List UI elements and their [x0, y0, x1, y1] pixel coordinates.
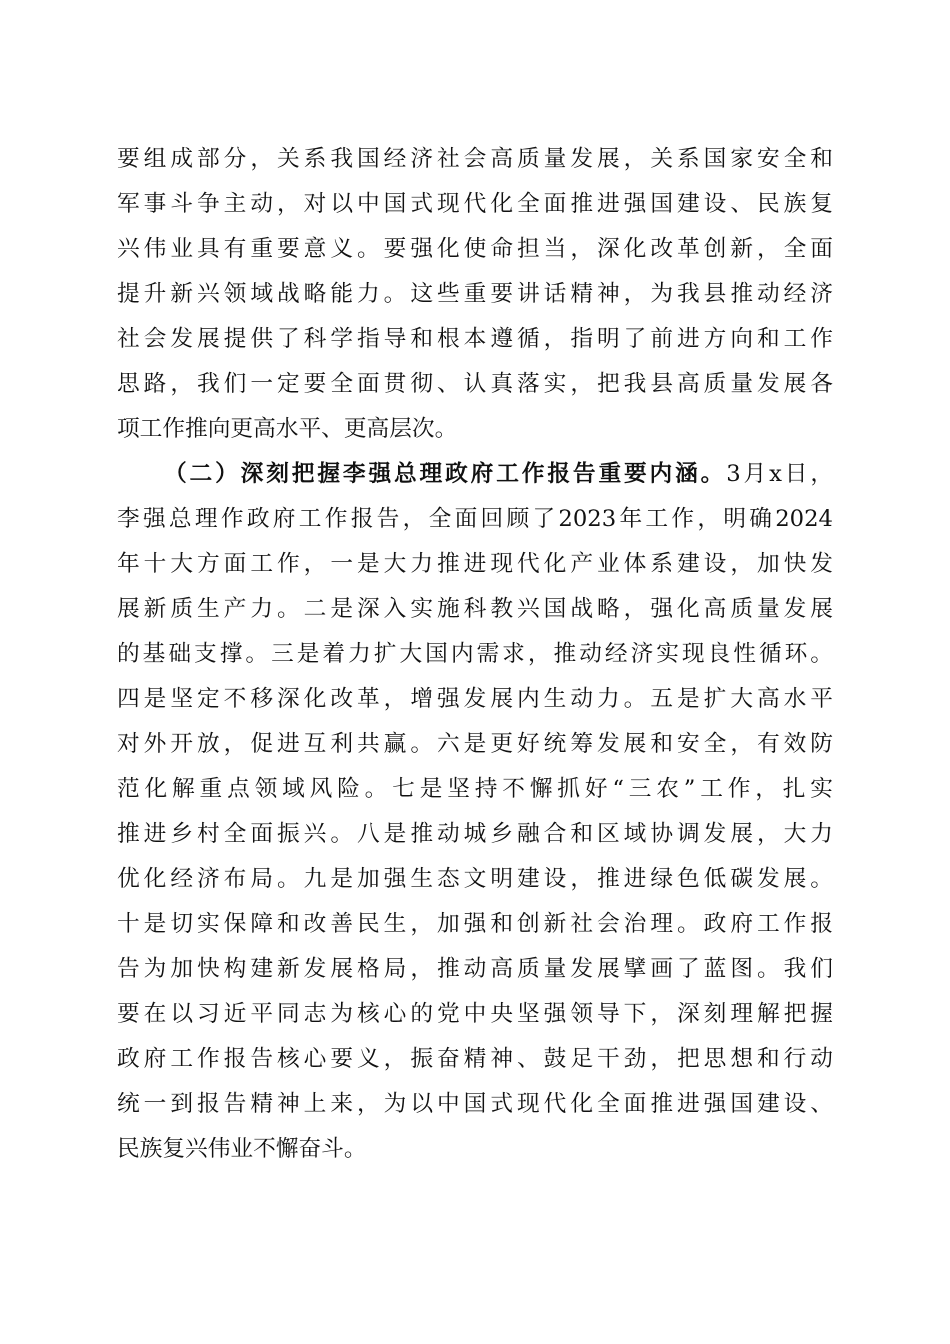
paragraph-line: 统一到报告精神上来，为以中国式现代化全面推进强国建设、 — [117, 1091, 833, 1117]
paragraph-line: 兴伟业具有重要意义。要强化使命担当，深化改革创新，全面 — [117, 236, 833, 262]
paragraph-line: 军事斗争主动，对以中国式现代化全面推进强国建设、民族复 — [117, 191, 833, 217]
paragraph-line: 提升新兴领域战略能力。这些重要讲话精神，为我县推动经济 — [117, 281, 833, 307]
heading-line-rest: 3月x日， — [726, 461, 833, 487]
paragraph-line: 对外开放，促进互利共赢。六是更好统筹发展和安全，有效防 — [117, 731, 833, 757]
paragraph-line: 告为加快构建新发展格局，推动高质量发展擘画了蓝图。我们 — [117, 956, 833, 982]
paragraph-line: 民族复兴伟业不懈奋斗。 — [117, 1136, 367, 1162]
paragraph-line: 年十大方面工作，一是大力推进现代化产业体系建设，加快发 — [117, 551, 833, 577]
paragraph-line: 要组成部分，关系我国经济社会高质量发展，关系国家安全和 — [117, 146, 833, 172]
paragraph-line: 项工作推向更高水平、更高层次。 — [117, 416, 458, 442]
paragraph-line: 四是坚定不移深化改革，增强发展内生动力。五是扩大高水平 — [117, 686, 833, 712]
paragraph-line: 思路，我们一定要全面贯彻、认真落实，把我县高质量发展各 — [117, 371, 833, 397]
paragraph-line: 范化解重点领域风险。七是坚持不懈抓好“三农”工作，扎实 — [117, 776, 833, 802]
section-heading: （二）深刻把握李强总理政府工作报告重要内涵。 — [164, 461, 727, 487]
paragraph-line: 的基础支撑。三是着力扩大国内需求，推动经济实现良性循环。 — [117, 641, 833, 667]
paragraph-line: 要在以习近平同志为核心的党中央坚强领导下，深刻理解把握 — [117, 1001, 833, 1027]
paragraph-line: 优化经济布局。九是加强生态文明建设，推进绿色低碳发展。 — [117, 866, 833, 892]
paragraph-line: 十是切实保障和改善民生，加强和创新社会治理。政府工作报 — [117, 911, 833, 937]
paragraph-line: 社会发展提供了科学指导和根本遵循，指明了前进方向和工作 — [117, 326, 833, 352]
paragraph-line: 展新质生产力。二是深入实施科教兴国战略，强化高质量发展 — [117, 596, 833, 622]
paragraph-line: 李强总理作政府工作报告，全面回顾了2023年工作，明确2024 — [117, 506, 833, 532]
paragraph-line: 政府工作报告核心要义，振奋精神、鼓足干劲，把思想和行动 — [117, 1046, 833, 1072]
paragraph-line: 推进乡村全面振兴。八是推动城乡融合和区域协调发展，大力 — [117, 821, 833, 847]
section-heading-line — [164, 452, 833, 496]
